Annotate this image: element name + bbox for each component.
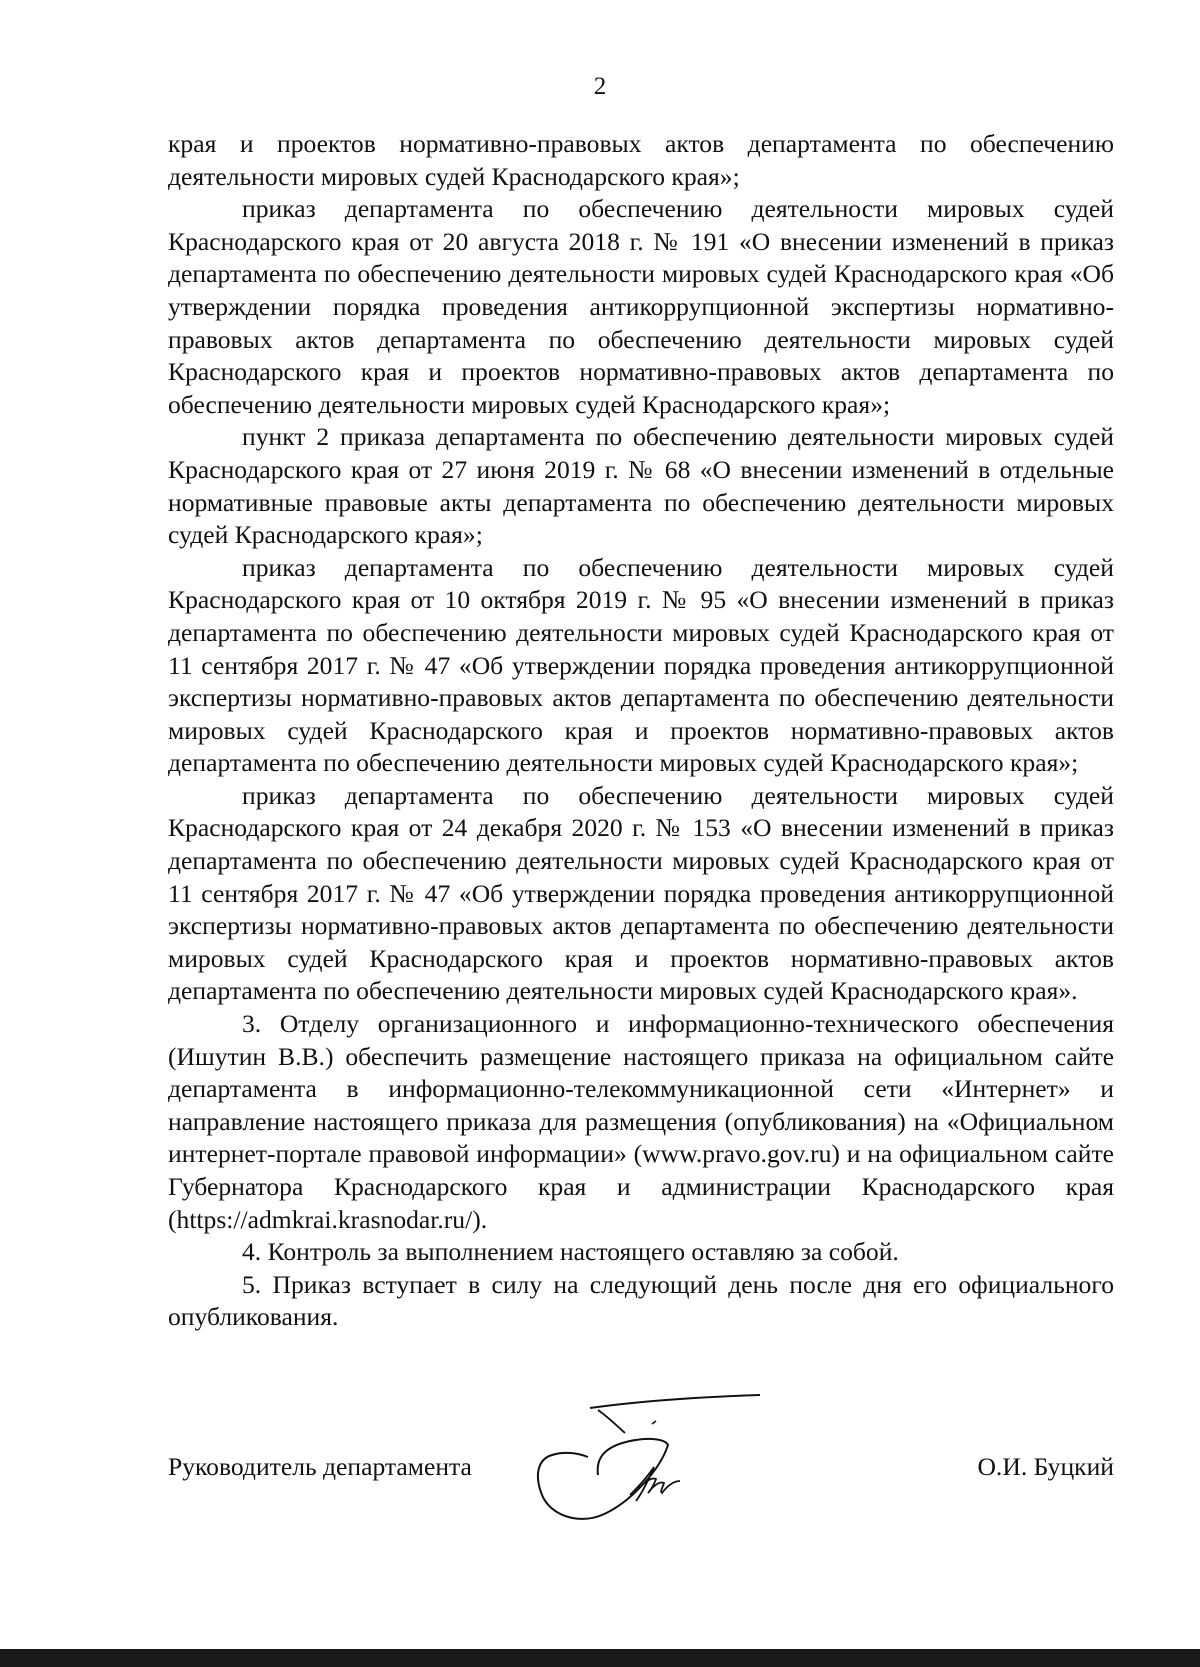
paragraph-order-2019-95: приказ департамента по обеспечению деятельности мировых судей Краснодарского края от 10 октября 2019 г. № 95 «О внесении изменений в приказ департамента по обеспечению деятельности мировых судей Краснодарского края от 11 сентября 2017 г. № 47 «Об утверждении порядка проведения антикоррупционной экспертизы нормативно-правовых актов департамента по обеспечению деятельности мировых судей Краснодарского края и проектов нормативно-правовых актов департамента по обеспечению деятельности мировых судей Краснодарского края»; [168,552,1114,778]
paragraph-item-3: 3. Отделу организационного и информационно-технического обеспечения (Ишутин В.В.) обеспечить размещение настоящего приказа на официальном сайте департамента в информационно-телекоммуникационной сети «Интернет» и направление настоящего приказа для размещения (опубликования) на «Официальном интернет-портале правовой информации» (www.pravo.gov.ru) и на официальном сайте Губернатора Краснодарского края и администрации Краснодарского края (https://admkrai.krasnodar.ru/). [168,1009,1114,1234]
paragraph-continuation: края и проектов нормативно-правовых актов департамента по обеспечению деятельности мировых судей Краснодарского края»; [168,129,1114,191]
paragraph-order-2019-68: пункт 2 приказа департамента по обеспечению деятельности мировых судей Краснодарского края от 27 июня 2019 г. № 68 «О внесении изменений в отдельные нормативные правовые акты департамента по обеспечению деятельности мировых судей Краснодарского края»; [168,422,1114,550]
signatory-name: О.И. Буцкий [977,1452,1114,1481]
signatory-position: Руководитель департамента [168,1452,472,1481]
signature-block [168,1450,1114,1484]
paragraph-order-2018-191: приказ департамента по обеспечению деятельности мировых судей Краснодарского края от 20 августа 2018 г. № 191 «О внесении изменений в приказ департамента по обеспечению деятельности мировых судей Краснодарского края «Об утверждении порядка проведения антикоррупционной экспертизы нормативно-правовых актов департамента по обеспечению деятельности мировых судей Краснодарского края и проектов нормативно-правовых актов департамента по обеспечению деятельности мировых судей Краснодарского края»; [168,194,1114,419]
paragraph-item-4: 4. Контроль за выполнением настоящего оставляю за собой. [242,1237,899,1267]
page-number: 2 [593,73,607,100]
paragraph-order-2020-153: приказ департамента по обеспечению деятельности мировых судей Краснодарского края от 24 декабря 2020 г. № 153 «О внесении изменений в приказ департамента по обеспечению деятельности мировых судей Краснодарского края от 11 сентября 2017 г. № 47 «Об утверждении порядка проведения антикоррупционной экспертизы нормативно-правовых актов департамента по обеспечению деятельности мировых судей Краснодарского края и проектов нормативно-правовых актов департамента по обеспечению деятельности мировых судей Краснодарского края». [168,780,1114,1006]
scan-edge-bar [0,1649,1200,1667]
paragraph-item-5: 5. Приказ вступает в силу на следующий день после дня его официального опубликования. [168,1269,1114,1332]
document-body [168,128,1114,1334]
